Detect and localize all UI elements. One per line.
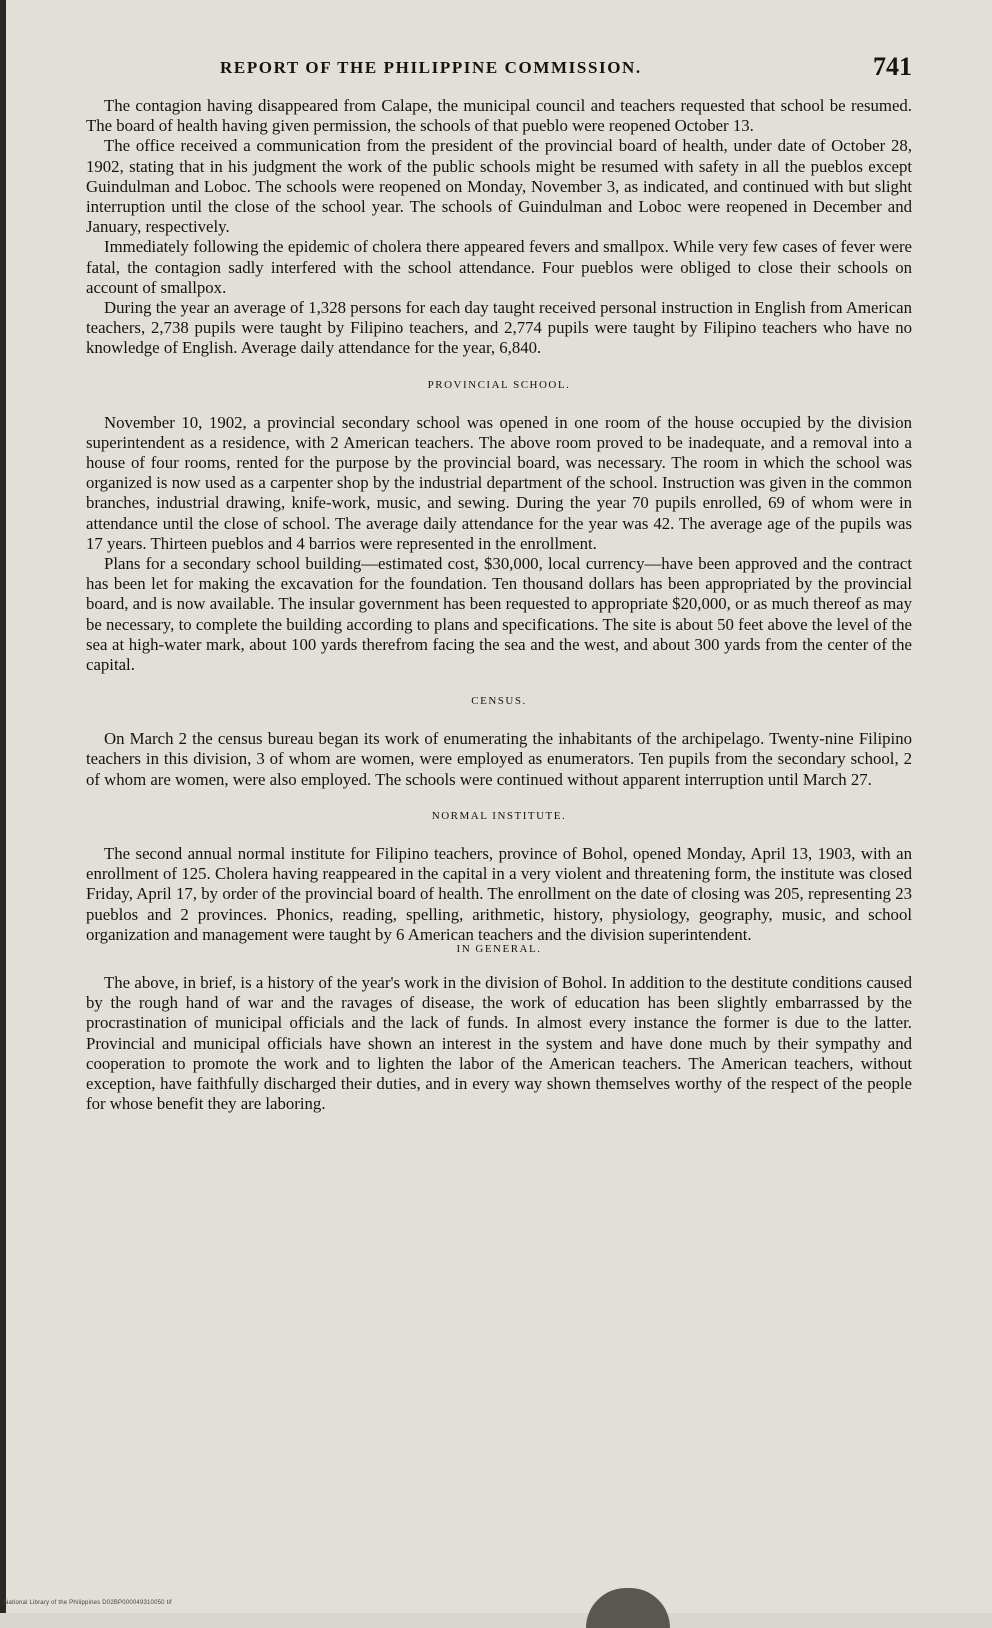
paragraph: The second annual normal institute for Filipino teachers, province of Bohol, opened Monday, April 13, 1903, with an enrollment of 125. Cholera having reappeared in the capital in a very violent and threatening form, the institute was closed Friday, April 17, by order of the provincial board of health. The enrollment on the date of closing was 205, representing 23 pueblos and 2 provinces. Phonics, reading, spelling, arithmetic, history, physiology, geography, music, and school organization and management were taught by 6 American teachers and the division superintendent. <box>86 843 912 944</box>
section-heading-normal-institute: NORMAL INSTITUTE. <box>431 809 567 822</box>
paragraph: The office received a communication from the president of the provincial board of health, under date of October 28, 1902, stating that in his judgment the work of the public schools might be resumed with safety in all the pueblos except Guindulman and Loboc. The schools were reopened on Monday, November 3, as indicated, and continued with but slight interruption until the close of the school year. The schools of Guindulman and Loboc were reopened in December and January, respectively. <box>86 136 912 237</box>
section-heading-census: CENSUS. <box>471 695 527 708</box>
scan-edge-shadow <box>0 0 6 1613</box>
page-header <box>86 52 912 86</box>
paragraph: The above, in brief, is a history of the year's work in the division of Bohol. In addition to the destitute conditions caused by the rough hand of war and the ravages of disease, the work of education has been slightly embarrassed by the procrastination of municipal officials and the lack of funds. In almost every instance the former is due to the latter. Provincial and municipal officials have shown an interest in the system and have done much by their sympathy and cooperation to promote the work and to lighten the labor of the American teachers. The American teachers, without exception, have faithfully discharged their duties, and in every way shown themselves worthy of the respect of the people for whose benefit they are laboring. <box>86 972 912 1114</box>
archive-stamp: National Library of the Philippines D02BP000049310050 tif <box>4 1600 172 1606</box>
paragraph: November 10, 1902, a provincial secondary school was opened in one room of the house occupied by the division superintendent as a residence, with 2 American teachers. The above room proved to be inadequate, and a removal into a house of four rooms, rented for the purpose by the provincial board, was necessary. The room in which the school was organized is now used as a carpenter shop by the industrial department of the school. Instruction was given in the common branches, industrial drawing, knife-work, music, and sewing. During the year 70 pupils enrolled, 69 of whom were in attendance until the close of school. The average daily attendance for the year was 42. The average age of the pupils was 17 years. Thirteen pueblos and 4 barrios were represented in the enrollment. <box>86 412 912 553</box>
paragraph: The contagion having disappeared from Calape, the municipal council and teachers requested that school be resumed. The board of health having given permission, the schools of that pueblo were reopened October 13. <box>86 96 912 136</box>
scan-thumb-blot <box>586 1588 670 1628</box>
section-heading-provincial-school: PROVINCIAL SCHOOL. <box>427 378 571 391</box>
paragraph: Plans for a secondary school building—estimated cost, $30,000, local currency—have been approved and the contract has been let for making the excavation for the foundation. Ten thousand dollars has been appropriated by the provincial board, and is now available. The insular government has been requested to appropriate $20,000, or as much thereof as may be necessary, to complete the building according to plans and specifications. The site is about 50 feet above the level of the sea at high-water mark, about 100 yards therefrom facing the sea and the west, and about 300 yards from the center of the capital. <box>86 554 912 675</box>
section-heading-in-general: IN GENERAL. <box>456 942 542 955</box>
paragraph: During the year an average of 1,328 persons for each day taught received personal instruction in English from American teachers, 2,738 pupils were taught by Filipino teachers, and 2,774 pupils were taught by Filipino teachers who have no knowledge of English. Average daily attendance for the year, 6,840. <box>86 298 912 358</box>
document-page <box>86 52 912 1114</box>
page-number: 741 <box>873 52 912 81</box>
running-head: REPORT OF THE PHILIPPINE COMMISSION. <box>220 58 642 77</box>
paragraph: On March 2 the census bureau began its work of enumerating the inhabitants of the archipelago. Twenty-nine Filipino teachers in this division, 3 of whom are women, were employed as enumerators. Ten pupils from the secondary school, 2 of whom are women, were also employed. The schools were continued without apparent interruption until March 27. <box>86 729 912 789</box>
paragraph: Immediately following the epidemic of cholera there appeared fevers and smallpox. While very few cases of fever were fatal, the contagion sadly interfered with the school attendance. Four pueblos were obliged to close their schools on account of smallpox. <box>86 237 912 297</box>
body-text <box>86 96 912 1114</box>
